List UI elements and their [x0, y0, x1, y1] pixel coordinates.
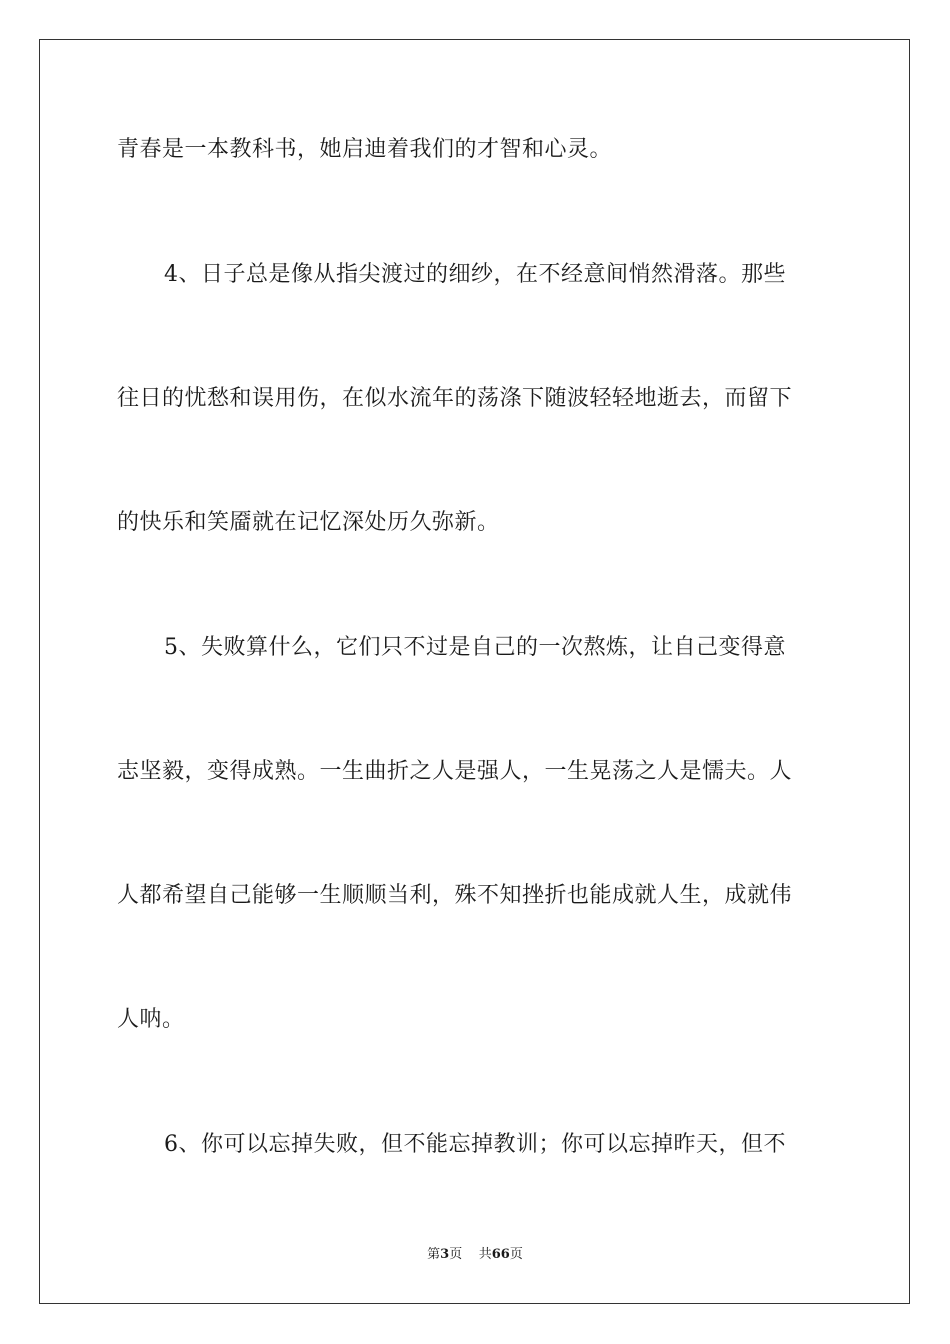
text-line-4: 的快乐和笑靥就在记忆深处历久弥新。: [117, 510, 500, 535]
text-line-8: 人呐。: [117, 1007, 185, 1032]
text-line-5: 5、失败算什么，它们只不过是自己的一次熬炼，让自己变得意: [164, 635, 786, 660]
page-suffix: 页: [449, 1247, 463, 1262]
text-line-3: 往日的忧愁和误用伤，在似水流年的荡涤下随波轻轻地逝去，而留下: [117, 386, 793, 411]
text-line-7: 人都希望自己能够一生顺顺当利，殊不知挫折也能成就人生，成就伟: [117, 883, 793, 908]
page-frame: [39, 39, 910, 1304]
text-line-2: 4、日子总是像从指尖渡过的细纱，在不经意间悄然滑落。那些: [164, 262, 786, 287]
total-pages: 66: [491, 1247, 510, 1262]
total-suffix: 页: [509, 1247, 523, 1262]
text-line-1: 青春是一本教科书，她启迪着我们的才智和心灵。: [117, 137, 613, 162]
page-prefix: 第: [427, 1247, 441, 1262]
page-footer: [0, 1246, 950, 1264]
page-number: 3: [440, 1247, 450, 1262]
text-line-6: 志坚毅，变得成熟。一生曲折之人是强人，一生晃荡之人是懦夫。人: [117, 759, 793, 784]
text-line-9: 6、你可以忘掉失败，但不能忘掉教训；你可以忘掉昨天，但不: [164, 1132, 786, 1157]
total-prefix: 共: [478, 1247, 492, 1262]
